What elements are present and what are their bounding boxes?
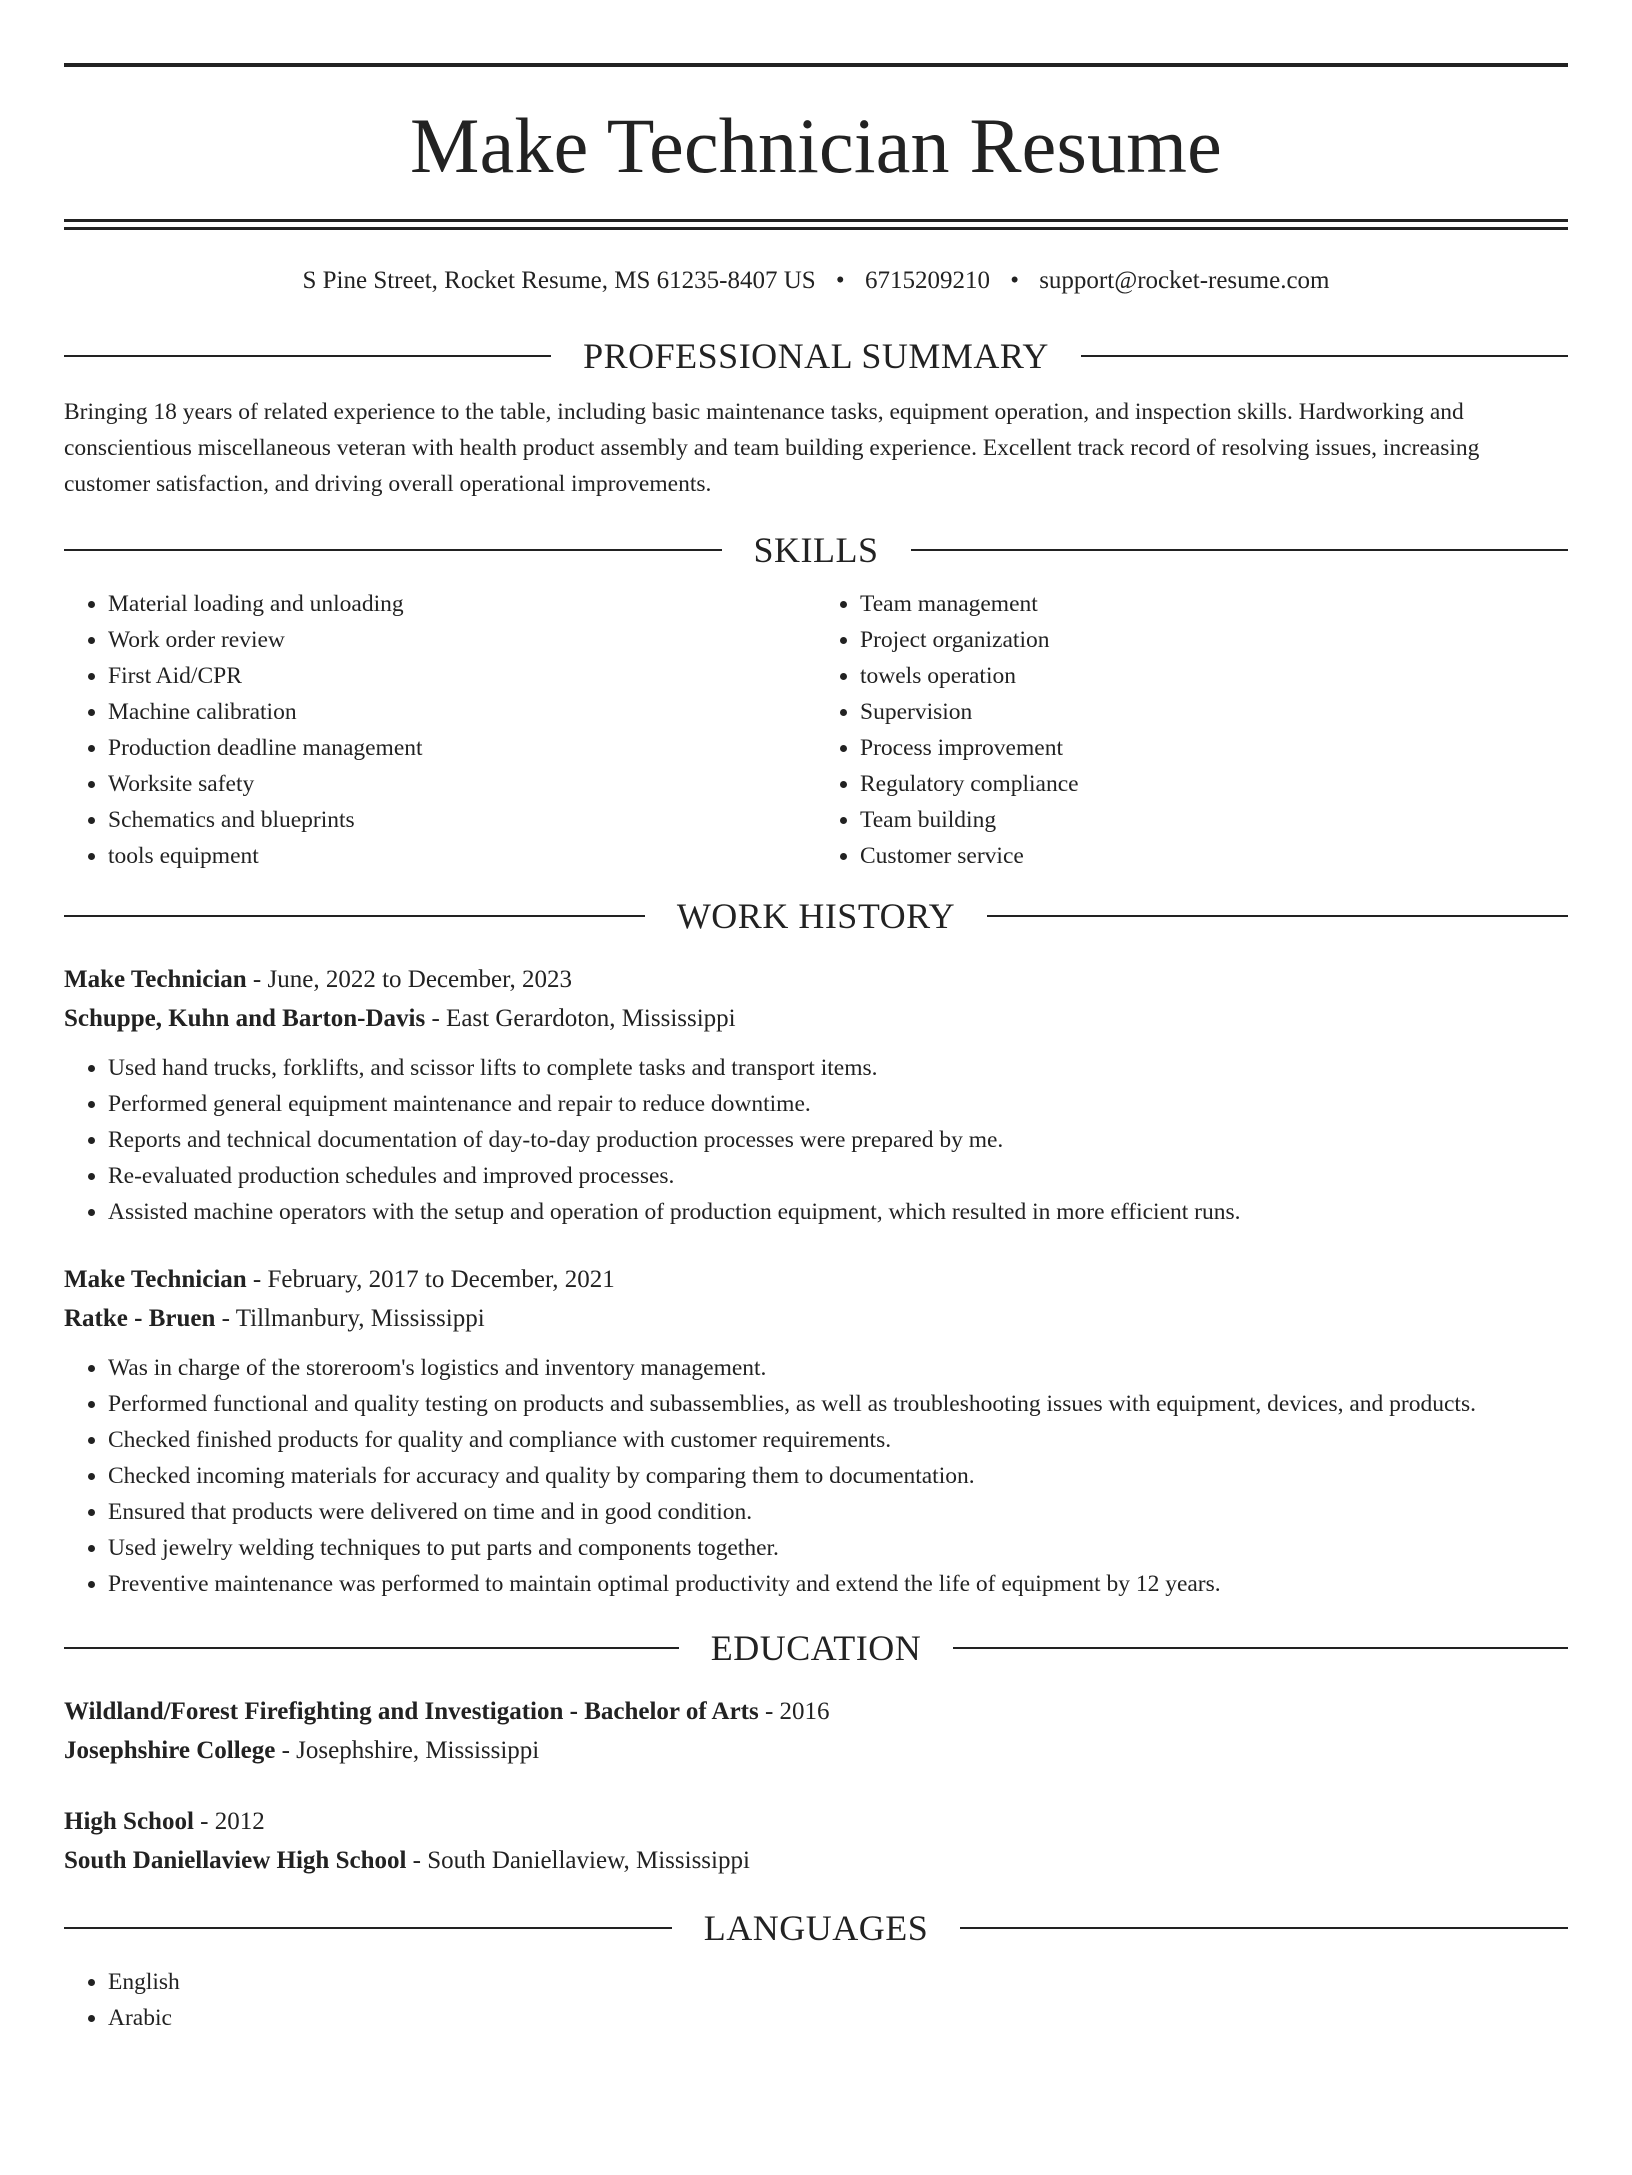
skill-item: • tools equipment xyxy=(108,838,816,874)
job-company-line xyxy=(64,1299,1568,1338)
job-bullet: • Preventive maintenance was performed to maintain optimal productivity and extend the life of equipment by 12 years. xyxy=(108,1566,1568,1602)
education-location: - Josephshire, Mississippi xyxy=(275,1737,540,1764)
job-location: - Tillmanbury, Mississippi xyxy=(215,1305,485,1332)
skill-item: • Regulatory compliance xyxy=(860,766,1568,802)
skills-heading: SKILLS xyxy=(753,530,879,570)
contact-address: S Pine Street, Rocket Resume, MS 61235-8407 US xyxy=(302,267,816,294)
job-bullet: • Checked incoming materials for accuracy and quality by comparing them to documentation. xyxy=(108,1458,1568,1494)
job-bullet-list xyxy=(64,1350,1568,1602)
language-item: • English xyxy=(108,1964,1568,2000)
skill-item: • First Aid/CPR xyxy=(108,658,816,694)
skills-left-list xyxy=(64,586,816,874)
contact-separator: • xyxy=(1010,267,1019,294)
job-bullet: • Performed functional and quality testing on products and subassemblies, as well as troubleshooting issues with equipment, devices, and products. xyxy=(108,1386,1568,1422)
job-bullet: • Used jewelry welding techniques to put parts and components together. xyxy=(108,1530,1568,1566)
education-school: Josephshire College xyxy=(64,1737,276,1764)
work-heading: WORK HISTORY xyxy=(676,896,956,936)
summary-text: Bringing 18 years of related experience to the table, including basic maintenance tasks, equipment operation, and inspection skills. Hardworking and conscientious miscellaneous veteran with health product assembly and team building experience. Excellent track record of resolving issues, increasing customer satisfaction, and driving overall operational improvements. xyxy=(64,399,1480,497)
education-school: South Daniellaview High School xyxy=(64,1847,407,1874)
job-bullet: • Ensured that products were delivered on time and in good condition. xyxy=(108,1494,1568,1530)
skill-item: • Supervision xyxy=(860,694,1568,730)
skill-item: • Process improvement xyxy=(860,730,1568,766)
job-title-line xyxy=(64,960,1568,999)
work-section-header xyxy=(64,898,1568,934)
job-bullet: • Assisted machine operators with the setup and operation of production equipment, which resulted in more efficient runs. xyxy=(108,1194,1568,1230)
languages-list xyxy=(64,1964,1568,2036)
languages-section-header xyxy=(64,1910,1568,1946)
contact-phone: 6715209210 xyxy=(864,267,990,294)
skill-item: • Schematics and blueprints xyxy=(108,802,816,838)
skills-right-list xyxy=(816,586,1568,874)
job-dates: - June, 2022 to December, 2023 xyxy=(246,966,572,993)
education-entry xyxy=(64,1802,1568,1880)
education-location: - South Daniellaview, Mississippi xyxy=(406,1847,750,1874)
skill-item: • Machine calibration xyxy=(108,694,816,730)
education-degree-line xyxy=(64,1692,1568,1731)
resume-page xyxy=(0,63,1632,2175)
summary-heading: PROFESSIONAL SUMMARY xyxy=(583,336,1049,376)
skill-item: • Material loading and unloading xyxy=(108,586,816,622)
job-bullet-list xyxy=(64,1050,1568,1230)
education-section-header xyxy=(64,1630,1568,1666)
title-double-rule xyxy=(64,219,1568,230)
page-title: Make Technician Resume xyxy=(410,102,1222,189)
job-bullet: • Re-evaluated production schedules and improved processes. xyxy=(108,1158,1568,1194)
job-title: Make Technician xyxy=(64,966,247,993)
education-degree: High School xyxy=(64,1808,194,1835)
education-degree-line xyxy=(64,1802,1568,1841)
skill-item: • Work order review xyxy=(108,622,816,658)
language-item: • Arabic xyxy=(108,2000,1568,2036)
top-rule xyxy=(64,63,1568,67)
contact-separator: • xyxy=(835,267,845,294)
job-dates: - February, 2017 to December, 2021 xyxy=(246,1266,615,1293)
summary-section-header xyxy=(64,338,1568,374)
skill-item: • Worksite safety xyxy=(108,766,816,802)
job-entry xyxy=(64,1260,1568,1602)
job-bullet: • Performed general equipment maintenance and repair to reduce downtime. xyxy=(108,1086,1568,1122)
job-title: Make Technician xyxy=(64,1266,247,1293)
contact-line xyxy=(64,266,1568,296)
job-company-line xyxy=(64,999,1568,1038)
job-company: Ratke - Bruen xyxy=(64,1305,216,1332)
skill-item: • Production deadline management xyxy=(108,730,816,766)
education-school-line xyxy=(64,1731,1568,1770)
job-location: - East Gerardoton, Mississippi xyxy=(425,1005,736,1032)
contact-email: support@rocket-resume.com xyxy=(1039,267,1330,294)
skill-item: • towels operation xyxy=(860,658,1568,694)
skills-columns xyxy=(64,586,1568,874)
education-degree: Wildland/Forest Firefighting and Investigation - Bachelor of Arts xyxy=(64,1698,759,1725)
skill-item: • Customer service xyxy=(860,838,1568,874)
job-title-line xyxy=(64,1260,1568,1299)
education-entry xyxy=(64,1692,1568,1770)
education-heading: EDUCATION xyxy=(710,1628,922,1668)
education-school-line xyxy=(64,1841,1568,1880)
job-company: Schuppe, Kuhn and Barton-Davis xyxy=(64,1005,426,1032)
skill-item: • Team management xyxy=(860,586,1568,622)
job-bullet: • Used hand trucks, forklifts, and scissor lifts to complete tasks and transport items. xyxy=(108,1050,1568,1086)
languages-heading: LANGUAGES xyxy=(703,1908,929,1948)
job-bullet: • Was in charge of the storeroom's logistics and inventory management. xyxy=(108,1350,1568,1386)
job-bullet: • Checked finished products for quality and compliance with customer requirements. xyxy=(108,1422,1568,1458)
job-entry xyxy=(64,960,1568,1230)
skill-item: • Project organization xyxy=(860,622,1568,658)
job-bullet: • Reports and technical documentation of day-to-day production processes were prepared by me. xyxy=(108,1122,1568,1158)
education-year: - 2016 xyxy=(758,1698,830,1725)
skills-section-header xyxy=(64,532,1568,568)
skill-item: • Team building xyxy=(860,802,1568,838)
education-year: - 2012 xyxy=(193,1808,265,1835)
